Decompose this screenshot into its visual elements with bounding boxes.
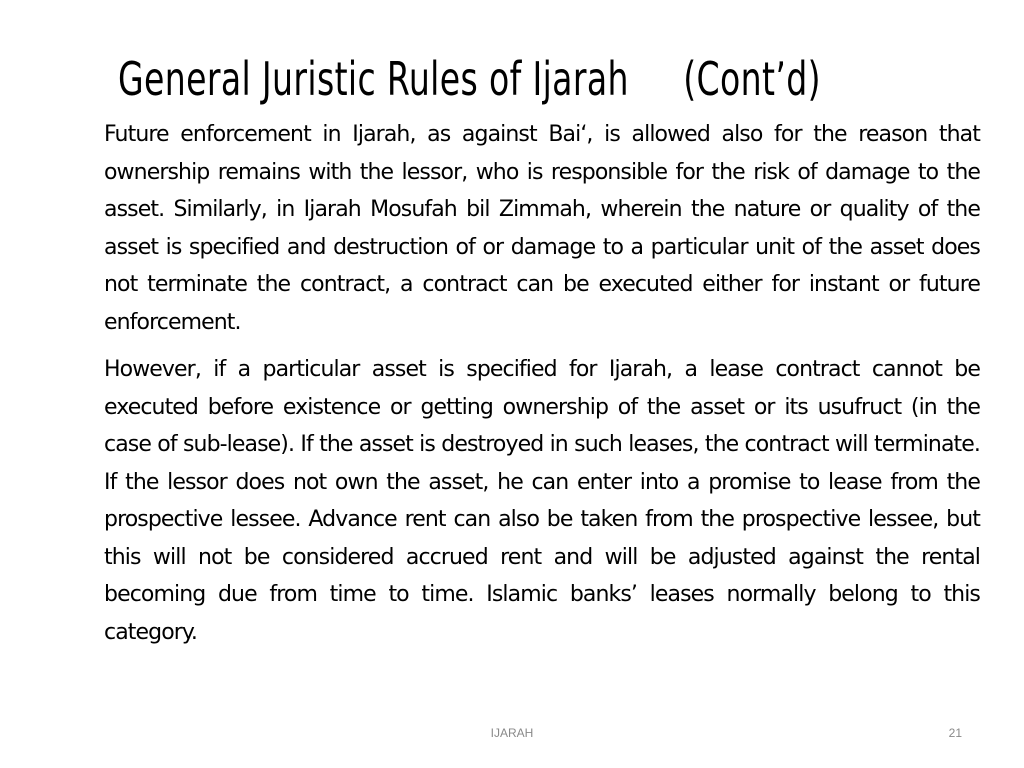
slide-body <box>104 116 980 661</box>
footer-label: IJARAH <box>490 726 534 740</box>
page-number: 21 <box>948 726 962 740</box>
slide-title: General Juristic Rules of Ijarah (Cont’d) <box>118 52 821 106</box>
paragraph-specified-asset: However, if a particular asset is specified for Ijarah, a lease contract cannot be executed before existence or getting ownership of the asset or its usufruct (in the case of sub-lease). If the asset is destroyed in such leases, the contract will terminate. If the lessor does not own the asset, he can enter into a promise to lease from the prospective lessee. Advance rent can also be taken from the prospective lessee, but this will not be considered accrued rent and will be adjusted against the rental becoming due from time to time. Islamic banks’ leases normally belong to this category. <box>104 357 980 645</box>
paragraph-future-enforcement: Future enforcement in Ijarah, as against Bai‘, is allowed also for the reason that ownership remains with the lessor, who is responsible for the risk of damage to the asset. Similarly, in Ijarah Mosufah bil Zimmah, wherein the nature or quality of the asset is specified and destruction of or damage to a particular unit of the asset does not terminate the contract, a contract can be executed either for instant or future enforcement. <box>104 122 980 335</box>
